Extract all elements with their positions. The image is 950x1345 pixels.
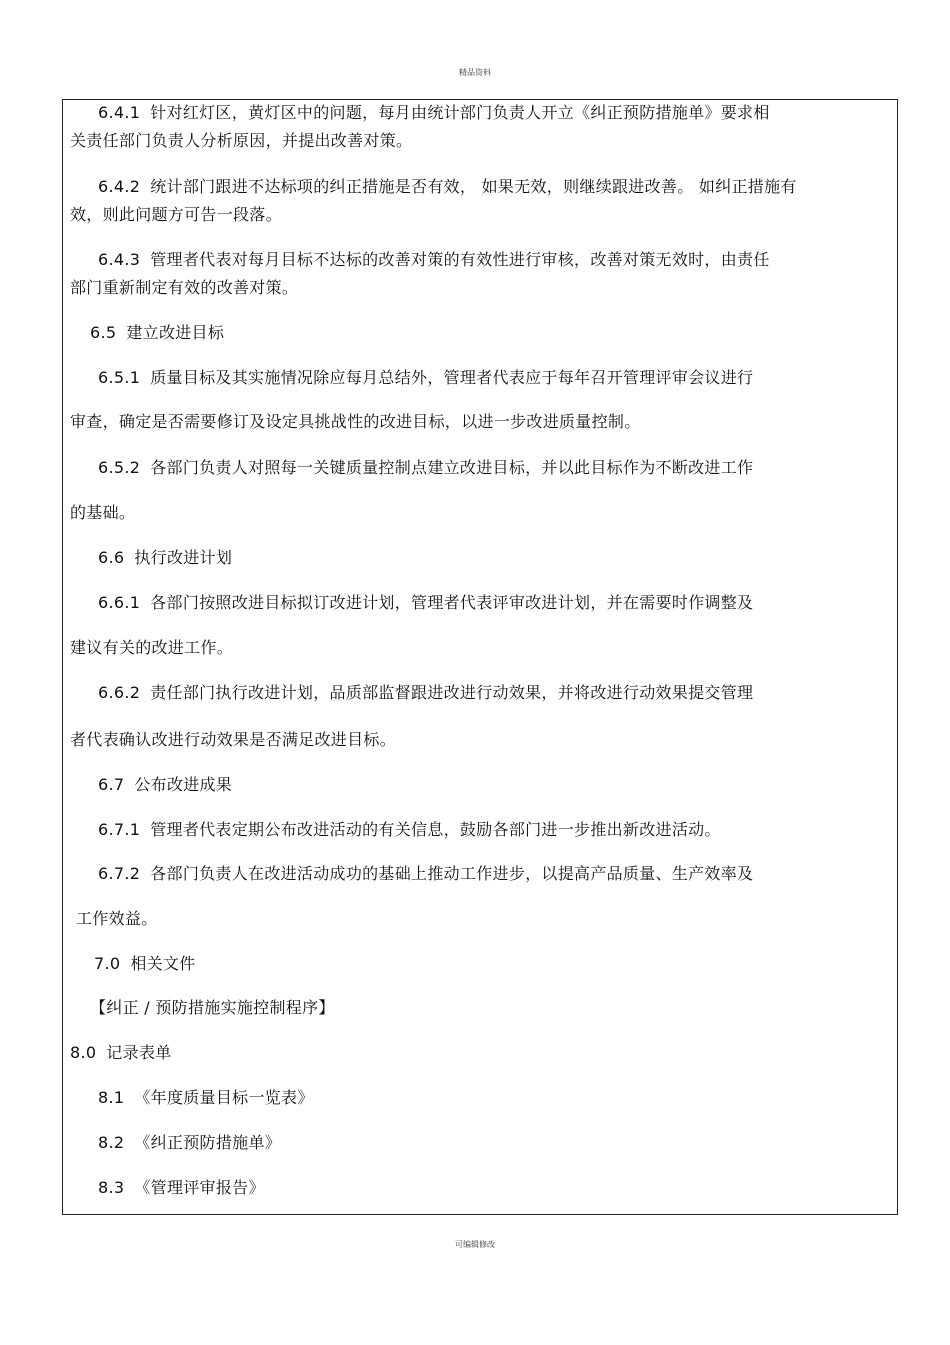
clause-6-4-3-cont xyxy=(70,278,298,298)
section-number: 6.5 xyxy=(90,323,117,342)
section-title: 公布改进成果 xyxy=(134,775,233,794)
clause-number: 6.4.1 xyxy=(98,103,141,122)
clause-number: 6.4.3 xyxy=(98,250,141,269)
clause-text: 管理者代表定期公布改进活动的有关信息，鼓励各部门进一步推出新改进活动。 xyxy=(150,820,721,839)
clause-text: 的基础。 xyxy=(70,503,136,522)
section-number: 8.0 xyxy=(70,1043,97,1062)
form-title: 《年度质量目标一览表》 xyxy=(134,1088,314,1107)
section-number: 6.7 xyxy=(98,775,125,794)
clause-6-5-1-cont xyxy=(70,412,641,432)
clause-text: 建议有关的改进工作。 xyxy=(70,638,234,657)
clause-6-4-3 xyxy=(98,250,770,270)
section-number: 7.0 xyxy=(94,954,121,973)
clause-6-5-2-cont xyxy=(70,503,135,523)
clause-6-7-2 xyxy=(98,864,753,884)
clause-text: 责任部门执行改进计划，品质部监督跟进改进行动效果，并将改进行动效果提交管理 xyxy=(150,683,754,702)
clause-text: 各部门负责人在改进活动成功的基础上推动工作进步，以提高产品质量、生产效率及 xyxy=(150,864,754,883)
form-8-3 xyxy=(98,1178,265,1198)
page-footer-note: 可编辑修改 xyxy=(455,1240,495,1249)
form-number: 8.2 xyxy=(98,1133,125,1152)
clause-6-6-1 xyxy=(98,593,753,613)
clause-text: 针对红灯区，黄灯区中的问题，每月由统计部门负责人开立《纠正预防措施单》要求相 xyxy=(150,103,770,122)
clause-text: 者代表确认改进行动效果是否满足改进目标。 xyxy=(70,730,397,749)
clause-text: 工作效益。 xyxy=(76,909,158,928)
related-document xyxy=(90,998,335,1018)
clause-6-4-2 xyxy=(98,177,797,197)
clause-6-4-1 xyxy=(98,103,770,123)
clause-6-5-1 xyxy=(98,368,753,388)
form-number: 8.3 xyxy=(98,1178,125,1197)
clause-text: 审查，确定是否需要修订及设定具挑战性的改进目标，以进一步改进质量控制。 xyxy=(70,412,641,431)
clause-number: 6.7.2 xyxy=(98,864,141,883)
form-number: 8.1 xyxy=(98,1088,125,1107)
clause-text: 各部门负责人对照每一关键质量控制点建立改进目标，并以此目标作为不断改进工作 xyxy=(150,458,754,477)
section-7-0 xyxy=(94,954,196,974)
clause-6-6-2-cont xyxy=(70,730,396,750)
form-8-2 xyxy=(98,1133,281,1153)
clause-6-5-2 xyxy=(98,458,753,478)
form-8-1 xyxy=(98,1088,314,1108)
clause-6-4-2-cont xyxy=(70,205,282,225)
section-6-5 xyxy=(90,323,224,343)
clause-text: 部门重新制定有效的改善对策。 xyxy=(70,278,299,297)
section-6-7 xyxy=(98,775,232,795)
clause-text: 统计部门跟进不达标项的纠正措施是否有效， 如果无效，则继续跟进改善。 如纠正措施有 xyxy=(150,177,797,196)
document-reference: 【纠正 / 预防措施实施控制程序】 xyxy=(90,998,335,1017)
clause-6-6-1-cont xyxy=(70,638,233,658)
clause-text: 各部门按照改进目标拟订改进计划，管理者代表评审改进计划，并在需要时作调整及 xyxy=(150,593,754,612)
section-6-6 xyxy=(98,548,232,568)
clause-6-7-2-cont xyxy=(76,909,158,929)
clause-number: 6.7.1 xyxy=(98,820,141,839)
section-title: 执行改进计划 xyxy=(134,548,233,567)
clause-number: 6.5.1 xyxy=(98,368,141,387)
clause-text: 关责任部门负责人分析原因，并提出改善对策。 xyxy=(70,131,413,150)
clause-number: 6.6.2 xyxy=(98,683,141,702)
section-title: 建立改进目标 xyxy=(126,323,225,342)
section-title: 相关文件 xyxy=(130,954,196,973)
form-title: 《纠正预防措施单》 xyxy=(134,1133,282,1152)
clause-number: 6.6.1 xyxy=(98,593,141,612)
section-title: 记录表单 xyxy=(106,1043,172,1062)
page-header-note: 精品资料 xyxy=(459,68,491,77)
clause-text: 管理者代表对每月目标不达标的改善对策的有效性进行审核，改善对策无效时，由责任 xyxy=(150,250,770,269)
clause-number: 6.5.2 xyxy=(98,458,141,477)
clause-6-6-2 xyxy=(98,683,753,703)
clause-text: 质量目标及其实施情况除应每月总结外，管理者代表应于每年召开管理评审会议进行 xyxy=(150,368,754,387)
form-title: 《管理评审报告》 xyxy=(134,1178,265,1197)
section-number: 6.6 xyxy=(98,548,125,567)
clause-6-7-1 xyxy=(98,820,721,840)
section-8-0 xyxy=(70,1043,172,1063)
clause-text: 效，则此问题方可告一段落。 xyxy=(70,205,282,224)
clause-number: 6.4.2 xyxy=(98,177,141,196)
clause-6-4-1-cont xyxy=(70,131,412,151)
